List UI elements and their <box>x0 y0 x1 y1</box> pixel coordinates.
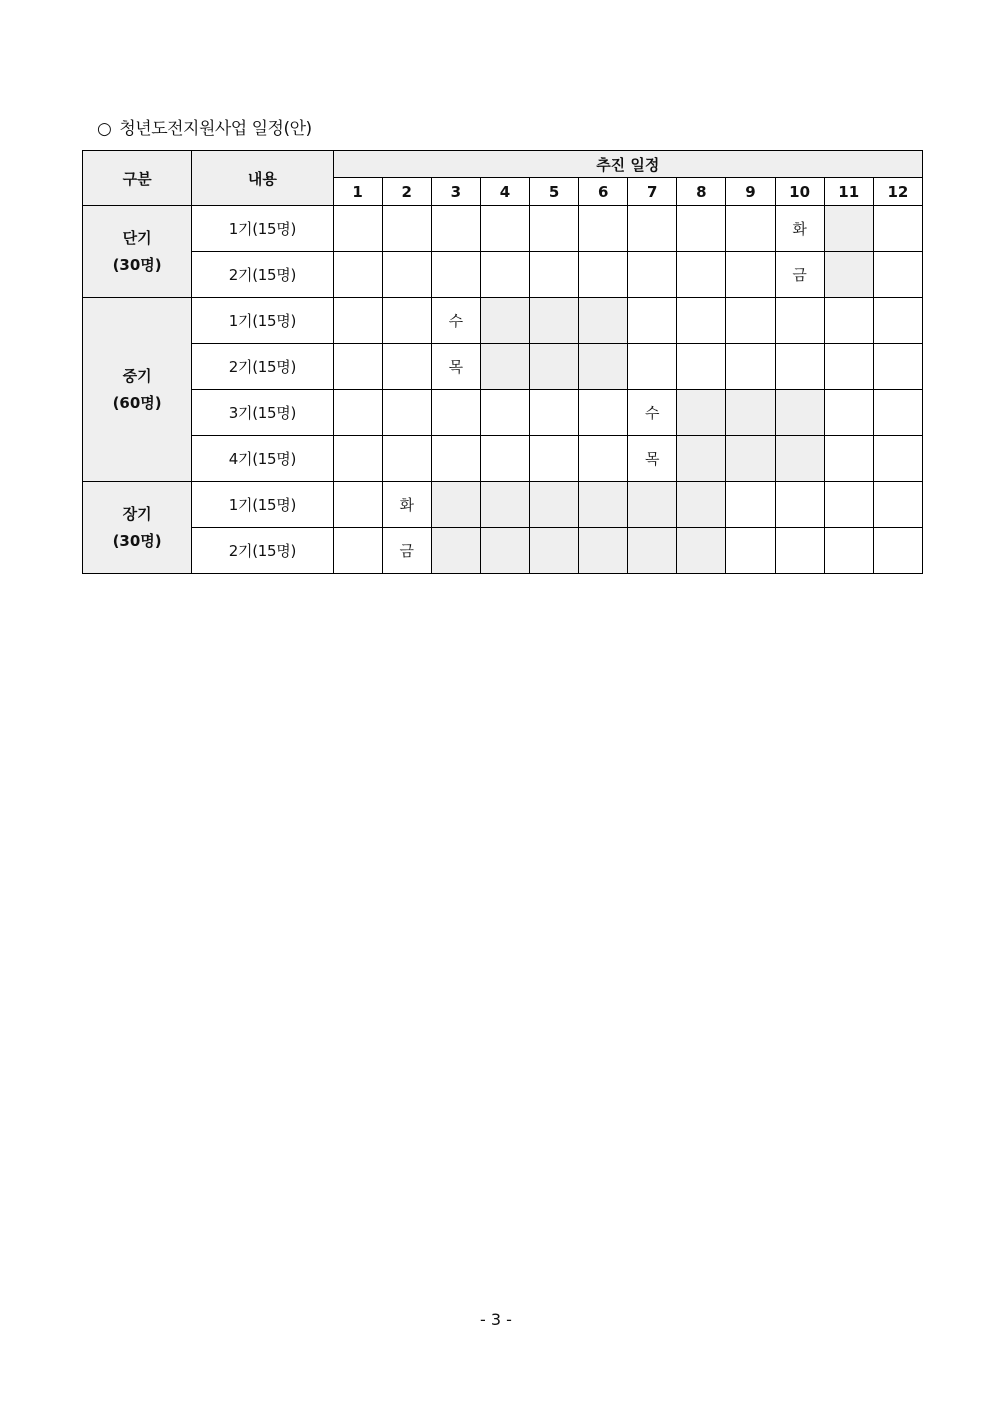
schedule-cell <box>431 390 480 436</box>
circle-bullet-icon: ○ <box>97 119 112 139</box>
row-label: 3기(15명) <box>192 390 333 436</box>
row-label: 2기(15명) <box>192 528 333 574</box>
table-body <box>83 206 923 574</box>
schedule-cell <box>530 344 579 390</box>
schedule-cell <box>726 436 775 482</box>
schedule-cell <box>382 298 431 344</box>
schedule-cell <box>530 436 579 482</box>
schedule-cell <box>579 436 628 482</box>
schedule-start-cell: 수 <box>628 390 677 436</box>
schedule-cell <box>726 344 775 390</box>
schedule-cell <box>579 482 628 528</box>
month-header-12: 12 <box>873 178 922 206</box>
table-row <box>83 390 923 436</box>
schedule-cell <box>579 206 628 252</box>
schedule-cell <box>726 252 775 298</box>
schedule-cell <box>775 344 824 390</box>
schedule-cell <box>530 298 579 344</box>
schedule-cell <box>775 528 824 574</box>
schedule-cell <box>824 298 873 344</box>
schedule-cell <box>333 252 382 298</box>
schedule-cell <box>824 344 873 390</box>
schedule-cell <box>824 390 873 436</box>
row-label: 4기(15명) <box>192 436 333 482</box>
schedule-cell <box>775 390 824 436</box>
schedule-cell <box>628 482 677 528</box>
schedule-cell <box>677 252 726 298</box>
schedule-cell <box>480 390 529 436</box>
schedule-cell <box>579 344 628 390</box>
header-content: 내용 <box>192 151 333 206</box>
schedule-cell <box>628 298 677 344</box>
schedule-start-cell: 목 <box>431 344 480 390</box>
schedule-cell <box>530 528 579 574</box>
schedule-cell <box>480 252 529 298</box>
schedule-cell <box>480 528 529 574</box>
schedule-cell <box>824 436 873 482</box>
month-header-11: 11 <box>824 178 873 206</box>
schedule-cell <box>480 436 529 482</box>
table-row <box>83 344 923 390</box>
schedule-cell <box>480 482 529 528</box>
schedule-cell <box>677 206 726 252</box>
group-count: (60명) <box>112 393 162 412</box>
month-header-5: 5 <box>530 178 579 206</box>
schedule-cell <box>824 206 873 252</box>
header-schedule: 추진 일정 <box>333 151 922 178</box>
schedule-cell <box>726 206 775 252</box>
schedule-cell <box>333 390 382 436</box>
schedule-cell <box>431 252 480 298</box>
schedule-start-cell: 금 <box>382 528 431 574</box>
schedule-cell <box>873 252 922 298</box>
month-header-3: 3 <box>431 178 480 206</box>
group-count: (30명) <box>112 255 162 274</box>
schedule-cell <box>480 344 529 390</box>
row-label: 1기(15명) <box>192 206 333 252</box>
schedule-cell <box>382 344 431 390</box>
row-label: 1기(15명) <box>192 298 333 344</box>
schedule-start-cell: 화 <box>382 482 431 528</box>
schedule-cell <box>873 482 922 528</box>
schedule-cell <box>480 298 529 344</box>
group-name: 단기 <box>122 228 152 247</box>
schedule-cell <box>480 206 529 252</box>
schedule-cell <box>333 528 382 574</box>
schedule-cell <box>873 390 922 436</box>
month-header-7: 7 <box>628 178 677 206</box>
row-label: 1기(15명) <box>192 482 333 528</box>
schedule-cell <box>873 298 922 344</box>
schedule-cell <box>628 528 677 574</box>
month-header-6: 6 <box>579 178 628 206</box>
schedule-cell <box>824 252 873 298</box>
header-category: 구분 <box>83 151 192 206</box>
header-row-top <box>83 151 923 178</box>
month-header-10: 10 <box>775 178 824 206</box>
schedule-cell <box>873 528 922 574</box>
schedule-cell <box>333 482 382 528</box>
group-count: (30명) <box>112 531 162 550</box>
table-row <box>83 482 923 528</box>
table-row <box>83 206 923 252</box>
schedule-cell <box>726 528 775 574</box>
schedule-cell <box>579 528 628 574</box>
schedule-cell <box>333 344 382 390</box>
schedule-cell <box>628 344 677 390</box>
row-label: 2기(15명) <box>192 252 333 298</box>
schedule-cell <box>333 298 382 344</box>
month-header-1: 1 <box>333 178 382 206</box>
schedule-cell <box>873 344 922 390</box>
schedule-table <box>82 150 923 574</box>
row-label: 2기(15명) <box>192 344 333 390</box>
schedule-cell <box>726 482 775 528</box>
schedule-cell <box>382 390 431 436</box>
schedule-cell <box>873 436 922 482</box>
month-header-2: 2 <box>382 178 431 206</box>
section-title <box>97 114 312 139</box>
schedule-cell <box>677 298 726 344</box>
schedule-start-cell: 수 <box>431 298 480 344</box>
section-title-text: 청년도전지원사업 일정(안) <box>119 119 312 139</box>
schedule-cell <box>824 482 873 528</box>
schedule-cell <box>579 390 628 436</box>
table-header <box>83 151 923 206</box>
schedule-start-cell: 화 <box>775 206 824 252</box>
schedule-cell <box>530 252 579 298</box>
schedule-cell <box>628 252 677 298</box>
schedule-cell <box>726 390 775 436</box>
schedule-cell <box>726 298 775 344</box>
schedule-cell <box>530 482 579 528</box>
table-row <box>83 298 923 344</box>
schedule-cell <box>677 390 726 436</box>
month-header-8: 8 <box>677 178 726 206</box>
schedule-start-cell: 목 <box>628 436 677 482</box>
schedule-cell <box>677 482 726 528</box>
month-header-9: 9 <box>726 178 775 206</box>
schedule-cell <box>333 206 382 252</box>
schedule-cell <box>579 252 628 298</box>
group-name: 장기 <box>122 504 152 523</box>
schedule-cell <box>530 206 579 252</box>
schedule-cell <box>431 528 480 574</box>
group-cell <box>83 206 192 298</box>
schedule-cell <box>775 436 824 482</box>
schedule-cell <box>628 206 677 252</box>
schedule-cell <box>431 436 480 482</box>
group-cell <box>83 482 192 574</box>
group-name: 중기 <box>122 366 152 385</box>
schedule-cell <box>775 482 824 528</box>
schedule-cell <box>824 528 873 574</box>
schedule-start-cell: 금 <box>775 252 824 298</box>
schedule-cell <box>333 436 382 482</box>
schedule-cell <box>431 206 480 252</box>
schedule-cell <box>873 206 922 252</box>
schedule-cell <box>382 206 431 252</box>
schedule-cell <box>775 298 824 344</box>
schedule-cell <box>677 528 726 574</box>
page-number: - 3 - <box>480 1310 512 1329</box>
schedule-cell <box>579 298 628 344</box>
schedule-cell <box>431 482 480 528</box>
schedule-cell <box>530 390 579 436</box>
schedule-cell <box>677 436 726 482</box>
month-header-4: 4 <box>480 178 529 206</box>
schedule-cell <box>677 344 726 390</box>
table-row <box>83 252 923 298</box>
schedule-cell <box>382 252 431 298</box>
group-cell <box>83 298 192 482</box>
table-row <box>83 436 923 482</box>
table-row <box>83 528 923 574</box>
schedule-cell <box>382 436 431 482</box>
